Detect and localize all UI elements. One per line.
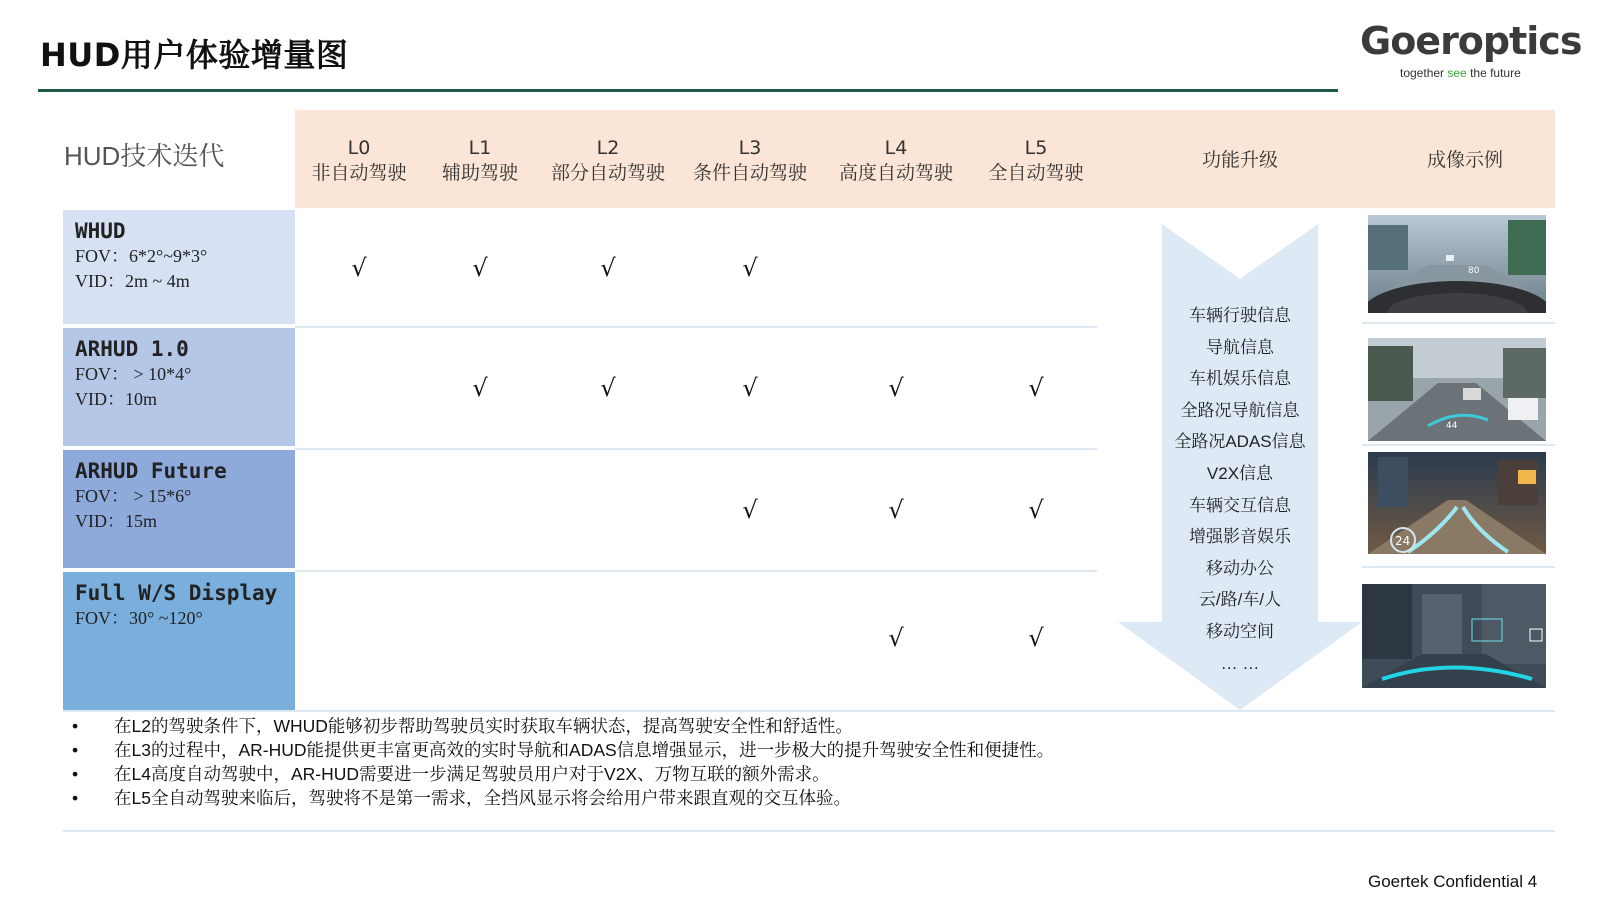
bullet-icon: • [72,764,79,784]
level-header-l0 [294,136,424,186]
page-title: HUD用户体验增量图 [40,36,349,74]
note-item [72,762,1054,786]
row-divider [1362,322,1555,324]
feature-item: 车机娱乐信息 [1189,369,1291,389]
feature-item: 移动空间 [1206,621,1274,641]
level-name: 高度自动驾驶 [838,162,953,184]
row-name: WHUD [75,219,126,243]
level-header-l1 [425,136,535,186]
level-name: 条件自动驾驶 [692,162,807,184]
check-mark-l5: √ [1028,496,1044,524]
check-mark-l1: √ [472,254,488,282]
row-divider [1362,566,1555,568]
check-mark-l4: √ [888,624,904,652]
note-item [72,786,1054,810]
bottom-divider [63,830,1555,832]
note-text: 在L2的驾驶条件下，WHUD能够初步帮助驾驶员实时获取车辆状态，提高驾驶安全性和舒适性。 [114,716,853,736]
row-divider [295,448,1097,450]
full-ws-display-example-image [1362,584,1546,688]
table-bottom-divider [63,710,1555,712]
check-mark-l1: √ [472,374,488,402]
footer-confidential: Goertek Confidential 4 [1368,872,1538,891]
row-spec: FOV： > 15*6° [75,486,192,506]
note-item [72,714,1054,738]
check-mark-l3: √ [742,374,758,402]
whud-speed-readout: 80 [1468,266,1480,276]
check-mark-l2: √ [600,254,616,282]
logo-tagline: together see the future [1400,66,1521,80]
level-header-l2 [543,136,673,186]
row-divider [295,570,1097,572]
row-header-label: HUD技术迭代 [64,141,225,171]
bullet-icon: • [72,716,79,736]
level-header-l4 [831,136,961,186]
notes-list [72,714,1054,810]
check-mark-l4: √ [888,496,904,524]
arhud-1-example-image [1368,338,1546,441]
row-divider [1362,444,1555,446]
level-code: L3 [738,137,762,159]
row-label [75,218,207,294]
level-code: L5 [1024,137,1048,159]
level-code: L2 [596,137,620,159]
row-name: ARHUD 1.0 [75,337,189,361]
check-mark-l5: √ [1028,624,1044,652]
arhud-future-example-image [1368,452,1546,554]
feature-item: 增强影音娱乐 [1189,527,1291,547]
row-spec: FOV：6*2°~9*3° [75,246,208,266]
level-name: 非自动驾驶 [311,162,407,184]
arhud-future-speed-readout: 24 [1395,534,1411,548]
bullet-icon: • [72,788,79,808]
logo-wordmark: Goeroptics [1360,19,1582,63]
note-text: 在L4高度自动驾驶中，AR-HUD需要进一步满足驾驶员用户对于V2X、万物互联的额外需求。 [114,764,830,784]
feature-item: … … [1220,653,1260,673]
bullet-icon: • [72,740,79,760]
level-name: 全自动驾驶 [988,162,1084,184]
row-spec: VID：10m [75,389,157,409]
arhud1-speed-readout: 44 [1446,421,1458,431]
level-code: L4 [884,137,908,159]
check-mark-l2: √ [600,374,616,402]
note-text: 在L5全自动驾驶来临后，驾驶将不是第一需求，全挡风显示将会给用户带来跟直观的交互体验。 [114,788,851,808]
note-text: 在L3的过程中，AR-HUD能提供更丰富更高效的实时导航和ADAS信息增强显示，进一步极大的提升驾驶安全性和便捷性。 [114,740,1055,760]
row-spec: VID：2m ~ 4m [75,271,190,291]
check-mark-l3: √ [742,254,758,282]
row-spec: FOV：30° ~120° [75,608,203,628]
row-label [75,580,277,631]
row-spec: VID：15m [75,511,157,531]
whud-example-image [1368,215,1546,313]
level-name: 部分自动驾驶 [550,162,665,184]
function-upgrade-header: 功能升级 [1201,149,1278,171]
row-name: Full W/S Display [75,581,278,605]
level-code: L0 [347,137,371,159]
feature-item: V2X信息 [1206,463,1274,483]
level-header-l5 [976,136,1096,186]
feature-item: 车辆交互信息 [1189,495,1291,515]
check-mark-l5: √ [1028,374,1044,402]
level-name: 辅助驾驶 [441,162,518,184]
title-divider [38,89,1338,92]
row-name: ARHUD Future [75,459,227,483]
feature-list [1140,300,1340,679]
level-header-l3 [685,136,815,186]
row-label [75,458,227,534]
feature-item: 车辆行驶信息 [1189,306,1291,325]
note-item [72,738,1054,762]
feature-item: 全路况导航信息 [1180,400,1300,420]
row-spec: FOV： > 10*4° [75,364,192,384]
check-mark-l0: √ [351,254,367,282]
image-example-header: 成像示例 [1426,149,1503,171]
row-divider [295,326,1097,328]
check-mark-l3: √ [742,496,758,524]
feature-item: 云/路/车/人 [1198,590,1282,610]
check-mark-l4: √ [888,374,904,402]
level-code: L1 [468,137,492,159]
feature-item: 移动办公 [1206,558,1274,578]
feature-item: 导航信息 [1206,337,1274,357]
row-label [75,336,191,412]
company-logo [1360,18,1582,80]
feature-item: 全路况ADAS信息 [1174,432,1306,452]
